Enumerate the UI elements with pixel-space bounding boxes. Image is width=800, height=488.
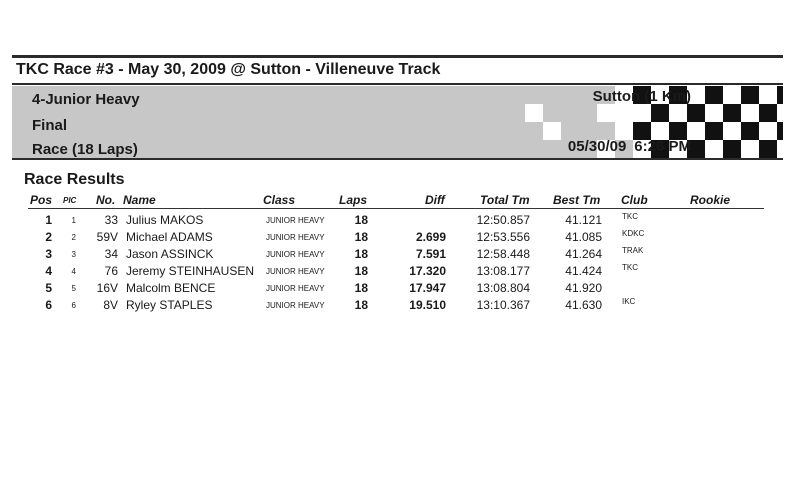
row-laps: 18 [354, 281, 368, 295]
row-total-time: 12:50.857 [476, 213, 530, 227]
row-best-time: 41.630 [565, 298, 602, 312]
flag-cell [741, 140, 759, 158]
flag-cell [669, 104, 687, 122]
race-datetime [560, 138, 691, 155]
row-pic: 4 [71, 267, 76, 276]
row-pic: 2 [71, 233, 76, 242]
row-name: Malcolm BENCE [126, 281, 216, 295]
col-header-total: Total Tm [480, 193, 530, 207]
flag-cell [777, 86, 783, 104]
flag-cell [741, 104, 759, 122]
flag-cell [705, 140, 723, 158]
section-title: Race Results [24, 171, 125, 188]
race-name: Race (18 Laps) [32, 141, 138, 158]
row-pic: 5 [71, 284, 76, 293]
row-laps: 18 [354, 247, 368, 261]
row-number: 59V [96, 230, 118, 244]
row-total-time: 12:58.448 [476, 247, 530, 261]
row-club: TRAK [622, 246, 644, 255]
header-divider [28, 208, 764, 209]
row-diff: 19.510 [409, 298, 446, 312]
col-header-name: Name [123, 193, 156, 207]
col-header-class: Class [263, 193, 296, 207]
row-name: Michael ADAMS [126, 230, 213, 244]
table-row [0, 245, 800, 262]
class-name: 4-Junior Heavy [32, 91, 140, 108]
row-pic: 1 [71, 216, 76, 225]
row-total-time: 13:08.804 [476, 281, 530, 295]
flag-cell [759, 122, 777, 140]
race-date: 05/30/09 [567, 138, 627, 155]
row-pos: 6 [45, 298, 52, 312]
col-header-rookie: Rookie [690, 193, 731, 207]
flag-cell [705, 104, 723, 122]
banner-divider [12, 158, 783, 160]
row-name: Jeremy STEINHAUSEN [126, 264, 255, 278]
row-number: 76 [104, 264, 118, 278]
row-best-time: 41.085 [565, 230, 602, 244]
row-diff: 7.591 [415, 247, 446, 261]
row-number: 8V [103, 298, 118, 312]
flag-cell [777, 140, 783, 158]
event-banner [12, 86, 783, 158]
flag-cell [759, 86, 777, 104]
row-club: TKC [622, 212, 638, 221]
table-row [0, 228, 800, 245]
row-club: TKC [622, 263, 638, 272]
row-class: JUNIOR HEAVY [266, 267, 325, 276]
row-class: JUNIOR HEAVY [266, 284, 325, 293]
table-row [0, 296, 800, 313]
flag-cell [651, 104, 669, 122]
row-class: JUNIOR HEAVY [266, 250, 325, 259]
row-name: Ryley STAPLES [126, 298, 213, 312]
row-number: 16V [96, 281, 118, 295]
row-class: JUNIOR HEAVY [266, 301, 325, 310]
row-diff: 2.699 [415, 230, 446, 244]
flag-cell [741, 122, 759, 140]
row-diff: 17.947 [409, 281, 446, 295]
row-total-time: 13:10.367 [476, 298, 530, 312]
col-header-diff: Diff [425, 193, 445, 207]
flag-cell [723, 86, 741, 104]
row-laps: 18 [354, 298, 368, 312]
page-title: TKC Race #3 - May 30, 2009 @ Sutton - Villeneuve Track [16, 61, 441, 78]
flag-cell [705, 122, 723, 140]
row-number: 34 [104, 247, 118, 261]
flag-cell [705, 86, 723, 104]
title-divider [12, 83, 783, 85]
flag-cell [687, 104, 705, 122]
row-best-time: 41.424 [565, 264, 602, 278]
flag-cell [723, 140, 741, 158]
row-laps: 18 [354, 264, 368, 278]
top-divider [12, 55, 783, 58]
row-name: Jason ASSINCK [126, 247, 214, 261]
track-name: Sutton (1 Km) [592, 88, 691, 105]
flag-cell [741, 86, 759, 104]
flag-cell [543, 122, 561, 140]
flag-cell [723, 104, 741, 122]
row-total-time: 12:53.556 [476, 230, 530, 244]
table-row [0, 211, 800, 228]
col-header-pos: Pos [30, 193, 53, 207]
row-total-time: 13:08.177 [476, 264, 530, 278]
race-time: 6:26 PM [634, 138, 691, 155]
row-laps: 18 [354, 230, 368, 244]
row-pic: 3 [71, 250, 76, 259]
row-class: JUNIOR HEAVY [266, 233, 325, 242]
flag-cell [777, 122, 783, 140]
row-club: KDKC [622, 229, 645, 238]
flag-cell [759, 140, 777, 158]
col-header-best: Best Tm [553, 193, 601, 207]
table-row [0, 279, 800, 296]
flag-cell [723, 122, 741, 140]
flag-cell [633, 104, 651, 122]
flag-cell [777, 104, 783, 122]
table-row [0, 262, 800, 279]
row-diff: 17.320 [409, 264, 446, 278]
row-pos: 2 [45, 230, 52, 244]
row-pos: 1 [45, 213, 52, 227]
row-best-time: 41.920 [565, 281, 602, 295]
row-number: 33 [104, 213, 118, 227]
row-class: JUNIOR HEAVY [266, 216, 325, 225]
row-pos: 4 [45, 264, 52, 278]
row-name: Julius MAKOS [126, 213, 204, 227]
flag-cell [597, 104, 615, 122]
row-best-time: 41.121 [565, 213, 602, 227]
row-pos: 5 [45, 281, 52, 295]
col-header-pic: PIC [63, 196, 77, 205]
col-header-laps: Laps [339, 193, 368, 207]
flag-cell [615, 104, 633, 122]
col-header-no: No. [96, 193, 116, 207]
col-header-club: Club [621, 193, 648, 207]
flag-cell [525, 104, 543, 122]
flag-cell [759, 104, 777, 122]
session-name: Final [32, 117, 68, 134]
row-laps: 18 [354, 213, 368, 227]
row-pos: 3 [45, 247, 52, 261]
row-pic: 6 [71, 301, 76, 310]
row-best-time: 41.264 [565, 247, 602, 261]
row-club: IKC [622, 297, 636, 306]
